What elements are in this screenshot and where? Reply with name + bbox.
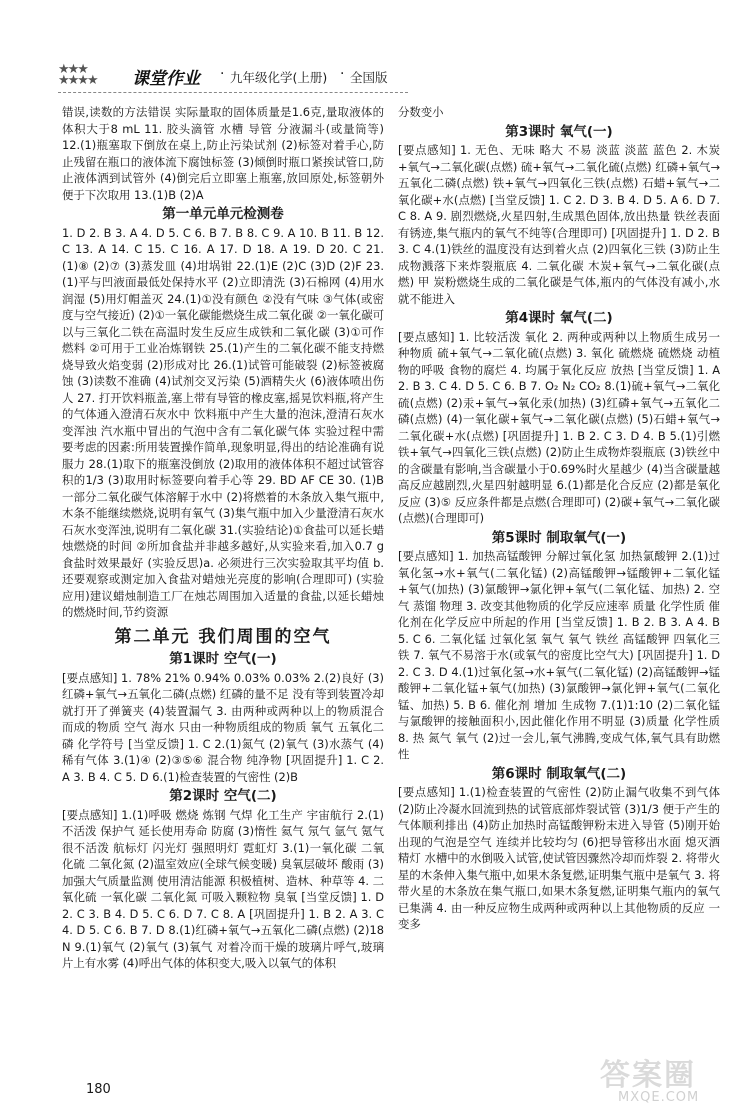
answer-paragraph: 错误,读数的方法错误 实际量取的固体质量是1.6克,量取液体的体积大于8 mL 11. 胶头滴管 水槽 导管 分液漏斗(或量筒等) 12.(1)瓶塞取下倒放在桌上,防止污染试剂 (2)标签对着手心,防止残留在瓶口的液体流下腐蚀标签 (3)倾倒时瓶口紧挨试管口,防止液体洒到试管外 (4)倒完后立即塞上瓶塞,放回原处,标签朝外便于下次取用 13.(1)B (2)A bbox=[62, 105, 384, 202]
answer-paragraph: [要点感知] 1. 加热高锰酸钾 分解过氧化氢 加热氯酸钾 2.(1)过氧化氢→水+氧气(二氧化锰) (2)高锰酸钾→锰酸钾+二氧化锰+氧气(加热) (3)氯酸钾→氯化钾+氧气(二氧化锰、加热) 2. 空气 蒸馏 物理 3. 改变其他物质的化学反应速率 质量 化学性质 催化剂在化学反应中所起的作用 [当堂反馈] 1. B 2. B 3. A 4. B 5. C 6. 二氧化锰 过氧化氢 氧气 氧气 铁丝 高锰酸钾 四氧化三铁 7. 氧气不易溶于水(或氧气的密度比空气大) [巩固提升] 1. D 2. C 3. D 4.(1)过氧化氢→水+氧气(二氧化锰) (2)高锰酸钾→锰酸钾+二氧化锰+氧气(加热) (3)氯酸钾→氯化钾+氧气(二氧化锰、加热) 5. B 6. 催化剂 增加 生成物 7.(1)1:10 (2)二氧化锰与氯酸钾的接触面积小,因此催化作用不明显 (3)质量 化学性质 8. 热 氮气 氧气 (2)过一会儿,氧气沸腾,变成气体,氧气具有助燃性 bbox=[398, 549, 720, 761]
header-divider bbox=[58, 92, 408, 93]
page-header bbox=[58, 62, 418, 96]
answer-paragraph: [要点感知] 1. 比较活泼 氧化 2. 两种或两种以上物质生成另一种物质 硫+氧气→二氧化硫(点燃) 3. 氧化 硫燃烧 硫燃烧 动植物的呼吸 食物的腐烂 4. 均属于氧化反应 放热 [当堂反馈] 1. A 2. B 3. C 4. D 5. C 6. B 7. O₂ N₂ CO₂ 8.(1)硫+氧气→二氧化硫(点燃) (2)汞+氧气→氧化汞(加热) (3)红磷+氧气→五氧化二磷(点燃) (4)一氧化碳+氧气→二氧化碳(点燃) (5)石蜡+氧气→二氧化碳+水(点燃) [巩固提升] 1. B 2. C 3. D 4. B 5.(1)引燃 铁+氧气→四氧化三铁(点燃) (2)防止生成物炸裂瓶底 (3)铁丝中的含碳量有影响,当含碳量小于0.69%时火星越少 (4)当含碳量越高反应越剧烈,火星四射越明显 6.(1)都是化合反应 (2)都是氧化反应 (3)⑤ 反应条件都是点燃(合理即可) (2)碳+氧气→二氧化碳(点燃)(合理即可) bbox=[398, 329, 720, 525]
book-subject: 九年级化学(上册) bbox=[230, 70, 328, 85]
section-heading: 第1课时 空气(一) bbox=[169, 651, 277, 667]
star-decoration-icon: ★★★ ★★★★ bbox=[58, 62, 97, 88]
section-heading: 第一单元单元检测卷 bbox=[162, 206, 284, 222]
watermark-text: 答案圈 bbox=[600, 1058, 696, 1093]
answer-paragraph: [要点感知] 1.(1)呼吸 燃烧 炼钢 气焊 化工生产 宇宙航行 2.(1)不活泼 保护气 延长使用寿命 防腐 (3)惰性 氦气 氖气 氩气 氪气 很不活泼 航标灯 闪光灯 强照明灯 霓虹灯 3.(1)一氧化碳 二氧化硫 二氧化氮 (2)温室效应(全球气候变暖) 臭氧层破坏 酸雨 (3)加强大气质量监测 使用清洁能源 积极植树、造林、种草等 4. 二氧化硫 一氧化碳 二氧化氮 可吸入颗粒物 臭氧 [当堂反馈] 1. D 2. C 3. B 4. D 5. C 6. D 7. C 8. A [巩固提升] 1. B 2. A 3. C 4. D 5. C 6. B 7. D 8.(1)红磷+氧气→五氧化二磷(点燃) (2)18 N 9.(1)氧气 (2)氧气 (3)氧气 对着冷而干燥的玻璃片呼气,玻璃片上有水雾 (4)呼出气体的体积变大,吸入以氧气的体积 bbox=[62, 807, 384, 970]
section-heading: 第6课时 制取氧气(二) bbox=[491, 765, 627, 782]
section-heading: 第5课时 制取氧气(一) bbox=[491, 529, 627, 546]
left-column bbox=[62, 104, 384, 972]
watermark-url: MXQE.COM bbox=[618, 1090, 700, 1105]
book-edition: 全国版 bbox=[350, 70, 388, 85]
book-series-title: 课堂作业 bbox=[132, 69, 200, 89]
header-separator: · bbox=[220, 66, 225, 82]
right-column bbox=[398, 104, 720, 933]
answer-paragraph: [要点感知] 1. 无色、无味 略大 不易 淡蓝 淡蓝 蓝色 2. 木炭+氧气→二氧化碳(点燃) 硫+氧气→二氧化硫(点燃) 红磷+氧气→五氧化二磷(点燃) 铁+氧气→四氧化三铁(点燃) 石蜡+氧气→二氧化碳+水(点燃) [当堂反馈] 1. C 2. D 3. B 4. D 5. A 6. D 7. C 8. A 9. 剧烈燃烧,火星四射,生成黑色固体,放出热量 铁丝表面有锈迹,集气瓶内的氧气不纯等(合理即可) [巩固提升] 1. D 2. B 3. C 4.(1)铁丝的温度没有达到着火点 (2)四氧化三铁 (3)防止生成物溅落下来炸裂瓶底 4. 二氧化碳 木炭+氧气→二氧化碳(点燃) 甲 炭粉燃烧生成的二氧化碳是气体,瓶内的气体没有减小,水就不能进入 bbox=[398, 143, 720, 306]
answer-paragraph: [要点感知] 1. 78% 21% 0.94% 0.03% 0.03% 2.(2)良好 (3)红磷+氧气→五氧化二磷(点燃) 红磷的量不足 没有等到装置冷却就打开了弹簧夹 (4)装置漏气 3. 由两种或两种以上的物质混合而成的物质 空气 海水 只由一种物质组成的物质 氧气 五氧化二磷 化学符号 [当堂反馈] 1. C 2.(1)氮气 (2)氧气 (3)水蒸气 (4)稀有气体 3.(1)④ (2)③⑤⑥ 混合物 纯净物 [巩固提升] 1. C 2. A 3. B 4. C 5. D 6.(1)检查装置的气密性 (2)B bbox=[62, 670, 384, 784]
page-number: 180 bbox=[86, 1082, 111, 1097]
section-heading: 第2课时 空气(二) bbox=[169, 788, 277, 804]
section-heading: 第3课时 氧气(一) bbox=[505, 123, 613, 140]
answer-paragraph: [要点感知] 1.(1)检查装置的气密性 (2)防止漏气收集不到气体 (2)防止冷凝水回流到热的试管底部炸裂试管 (3)1/3 便于产生的气体顺利排出 (4)防止加热时高锰酸钾粉末进入导管 (5)刚开始出现的气泡是空气 连续并比较均匀 (6)把导管移出水面 熄灭酒精灯 水槽中的水倒吸入试管,使试管因骤然冷却而炸裂 2. 将带火星的木条伸入集气瓶中,如果木条复燃,证明集气瓶中是氧气 3. 将带火星的木条放在集气瓶口,如果木条复燃,证明集气瓶内的氧气已集满 4. 由一种反应物生成两种或两种以上其他物质的反应 一变多 bbox=[398, 785, 720, 931]
header-separator-2: · bbox=[340, 66, 345, 82]
watermark-logo bbox=[600, 1050, 720, 1110]
answer-paragraph: 分数变小 bbox=[398, 105, 444, 119]
unit-heading: 第二单元 我们周围的空气 bbox=[114, 626, 332, 647]
answer-paragraph: 1. D 2. B 3. A 4. D 5. C 6. B 7. B 8. C 9. A 10. B 11. B 12. C 13. A 14. C 15. C 16. A 17. D 18. A 19. D 20. C 21.(1)⑧ (2)⑦ (3)蒸发皿 (4)坩埚钳 22.(1)E (2)C (3)D (2)F 23.(1)平与凹液面最低处保持水平 (2)立即清洗 (3)石棉网 (4)用水润湿 (5)用灯帽盖灭 24.(1)①没有颜色 ②没有气味 ③气体(或密度与空气接近) (2)①一氧化碳能燃烧生成二氧化碳 ②一氧化碳可以与三氧化二铁在高温时发生反应生成铁和二氧化碳 (3)①可作燃料 ②可用于工业冶炼钢铁 25.(1)产生的二氧化碳不能支持燃烧导致火焰变弱 (2)形成对比 26.(1)试管可能破裂 (2)标签被腐蚀 (3)读数不准确 (4)试剂交叉污染 (5)酒精失火 (6)液体喷出伤人 27. 打开饮料瓶盖,塞上带有导管的橡皮塞,摇晃饮料瓶,将产生的气体通入澄清石灰水中 饮料瓶中产生大量的泡沫,澄清石灰水变浑浊 汽水瓶中冒出的气泡中含有二氧化碳气体 实验过程中需要考虑的因素:所用装置操作简单,现象明显,得出的结论准确有说服力 28.(1)取下的瓶塞没倒放 (2)取用的液体体积不超过试管容积的1/3 (3)取用时标签要向着手心等 29. BD AF CE 30. (1)B 一部分二氧化碳气体溶解于水中 (2)将燃着的木条放入集气瓶中,木条不能继续燃烧,说明有氧气 (3)集气瓶中加入少量澄清石灰水 石灰水变浑浊,说明有二氧化碳 31.(实验结论)①食盐可以延长蜡烛燃烧的时间 ②所加食盐并非越多越好,从实验来看,加入0.7 g食盐时效果最好 (实验反思)a. 必须进行三次实验取其平均值 b. 还要观察或测定加入食盐对蜡烛光亮度的影响(合理即可) (实验应用)建议蜡烛制造工厂在烛芯周围加入适量的食盐,以延长蜡烛的燃烧时间,节约资源 bbox=[62, 225, 384, 619]
section-heading: 第4课时 氧气(二) bbox=[505, 310, 613, 326]
